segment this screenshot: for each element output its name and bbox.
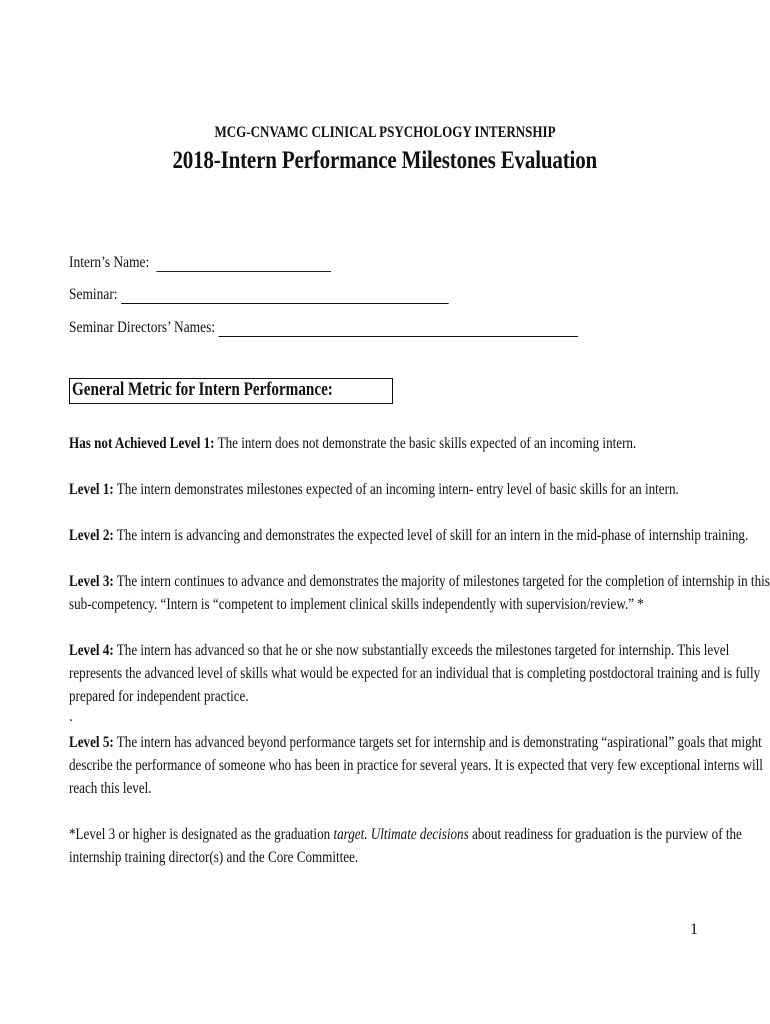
organization-heading [0, 124, 770, 142]
directors-blank[interactable] [218, 335, 578, 337]
document-title [0, 147, 770, 175]
level-4 [69, 639, 770, 708]
level-1-text: The intern demonstrates milestones expected of an incoming intern- entry level of basic skills for an intern. [113, 481, 679, 498]
level-3-line-1 [69, 570, 770, 593]
intern-name-row [69, 254, 331, 272]
level-3-text-2: sub-competency. “Intern is “competent to implement clinical skills independently with supervision/review.” * [69, 596, 644, 613]
level-not-achieved-text: The intern does not demonstrate the basic skills expected of an incoming intern. [214, 435, 637, 452]
level-not-achieved-line [69, 432, 636, 455]
page-number: 1 [690, 921, 698, 938]
seminar-label: Seminar: [69, 286, 118, 303]
level-1 [69, 478, 770, 501]
seminar-blank[interactable] [121, 302, 449, 304]
level-4-label: Level 4: [69, 642, 114, 659]
level-5-text-2: describe the performance of someone who has been in practice for several years. It is expected that very few exceptional interns will [69, 757, 763, 774]
footnote-italic: target. Ultimate decisions [333, 826, 469, 843]
footnote [69, 823, 770, 869]
level-2 [69, 524, 770, 547]
level-2-line [69, 524, 748, 547]
level-5-line-1 [69, 731, 762, 754]
level-not-achieved-label: Has not Achieved Level 1: [69, 435, 215, 452]
level-3-label: Level 3: [69, 573, 114, 590]
directors-row [69, 319, 578, 337]
title-text: 2018-Intern Performance Milestones Evaluation [172, 147, 598, 174]
level-3 [69, 570, 770, 616]
level-3-text-1: The intern continues to advance and demonstrates the majority of milestones targeted for the completion of internship in this [113, 573, 770, 590]
intern-name-label: Intern’s Name: [69, 254, 150, 271]
stray-dot [69, 709, 73, 726]
section-heading-text: General Metric for Intern Performance: [72, 380, 333, 400]
footnote-text-2: about readiness for graduation is the purview of the [468, 826, 742, 843]
level-5-text-3: reach this level. [69, 780, 152, 797]
directors-field [69, 319, 675, 337]
level-not-achieved [69, 432, 744, 455]
level-2-label: Level 2: [69, 527, 114, 544]
seminar-row [69, 286, 448, 304]
footnote-line-1 [69, 823, 742, 846]
level-4-text-1: The intern has advanced so that he or she now substantially exceeds the milestones targeted for internship. This level [113, 642, 730, 659]
directors-label: Seminar Directors’ Names: [69, 319, 216, 336]
level-1-label: Level 1: [69, 481, 114, 498]
level-4-line-1 [69, 639, 729, 662]
level-5-text-1: The intern has advanced beyond performance targets set for internship and is demonstrating “aspirational” goals that might [113, 734, 762, 751]
level-5-label: Level 5: [69, 734, 114, 751]
seminar-field [69, 286, 521, 304]
intern-name-blank[interactable] [156, 270, 331, 272]
level-4-text-3: prepared for independent practice. [69, 688, 249, 705]
intern-name-field [69, 254, 381, 272]
level-2-text: The intern is advancing and demonstrates the expected level of skill for an intern in the mid-phase of internship training. [113, 527, 749, 544]
organization-text: MCG-CNVAMC CLINICAL PSYCHOLOGY INTERNSHIP [214, 124, 556, 141]
stray-dot-text: . [69, 709, 73, 725]
level-1-line [69, 478, 679, 501]
footnote-text-1: *Level 3 or higher is designated as the graduation [69, 826, 334, 843]
section-heading [69, 378, 393, 404]
level-5 [69, 731, 770, 800]
footnote-text-3: internship training director(s) and the Core Committee. [69, 849, 359, 866]
level-4-text-2: represents the advanced level of skills what would be expected for an individual that is completing postdoctoral training and is fully [69, 665, 761, 682]
